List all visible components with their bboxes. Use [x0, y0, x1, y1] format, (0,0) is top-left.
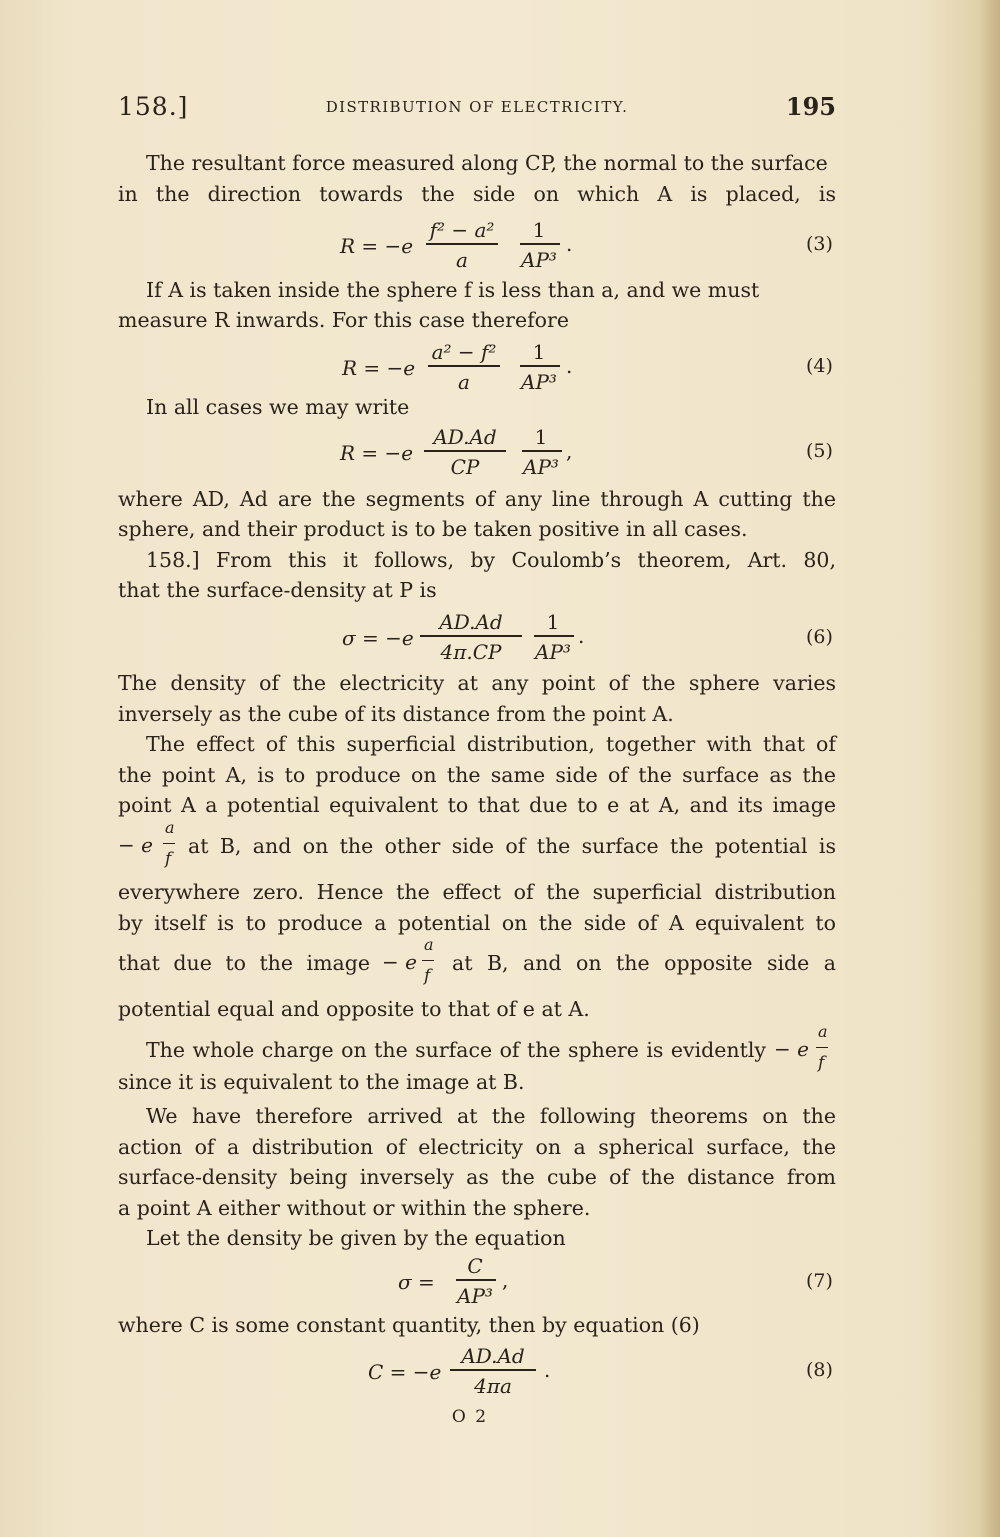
eq-denominator: AP³ — [457, 1284, 493, 1308]
eq-denominator: AP³ — [523, 455, 559, 479]
inline-denominator: f — [424, 966, 431, 986]
text-line: sphere, and their product is to be taken positive in all cases. — [118, 517, 748, 541]
text-line: The whole charge on the surface of the sphere is evidently — [146, 1038, 766, 1062]
inline-numerator: a — [424, 935, 434, 954]
equation-number: (3) — [806, 233, 833, 255]
eq-lhs: R = −e — [340, 234, 414, 258]
eq-denominator: a — [458, 370, 470, 394]
eq-punctuation: , — [502, 1268, 509, 1292]
equation-7 — [398, 1254, 538, 1310]
text-line: inversely as the cube of its distance from the point A. — [118, 702, 674, 726]
equation-number: (7) — [806, 1270, 833, 1292]
text-line: at B, and on the other side of the surface the potential is — [188, 834, 836, 858]
eq-numerator: AD.Ad — [439, 610, 503, 634]
eq-numerator: f² − a² — [429, 218, 495, 242]
eq-denominator: 4πa — [474, 1374, 512, 1398]
text-line: the point A, is to produce on the same side of the surface as the — [118, 763, 836, 787]
eq-punctuation: . — [578, 624, 585, 648]
text-line: 158.] From this it follows, by Coulomb’s theorem, Art. 80, — [146, 548, 836, 572]
eq-punctuation: , — [566, 439, 573, 463]
eq-punctuation: . — [544, 1358, 551, 1382]
signature-mark: O 2 — [451, 1407, 489, 1427]
text-line: at B, and on the opposite side a — [452, 951, 836, 975]
eq-punctuation: . — [566, 232, 573, 256]
inline-fraction — [118, 820, 198, 876]
inline-denominator: f — [818, 1053, 825, 1073]
eq-numerator: 1 — [534, 425, 548, 449]
text-line: If A is taken inside the sphere f is less than a, and we must — [146, 278, 760, 302]
eq-numerator: a² − f² — [431, 340, 497, 364]
eq-punctuation: . — [566, 354, 573, 378]
inline-fraction — [774, 1024, 836, 1080]
page-number: 195 — [785, 92, 836, 121]
equation-3 — [340, 218, 640, 274]
inline-prefix: − e — [118, 833, 153, 857]
eq-numerator: 1 — [546, 610, 560, 634]
running-title: DISTRIBUTION OF ELECTRICITY. — [325, 98, 629, 116]
text-line: potential equal and opposite to that of e at A. — [118, 997, 590, 1021]
inline-denominator: f — [165, 849, 172, 869]
section-number: 158.] — [118, 92, 189, 121]
inline-fraction — [382, 937, 442, 993]
eq-denominator: AP³ — [521, 248, 557, 272]
eq-lhs: R = −e — [340, 441, 414, 465]
inline-prefix: − e — [774, 1037, 809, 1061]
text-line: since it is equivalent to the image at B. — [118, 1070, 525, 1094]
text-line: action of a distribution of electricity on a spherical surface, the — [118, 1135, 836, 1159]
text-line: The effect of this superficial distribution, together with that of — [146, 732, 836, 756]
text-line: everywhere zero. Hence the effect of the superficial distribution — [118, 880, 836, 904]
eq-numerator: 1 — [532, 340, 546, 364]
eq-denominator: a — [456, 248, 468, 272]
equation-5 — [340, 425, 640, 481]
text-line: point A a potential equivalent to that due to e at A, and its image — [118, 793, 836, 817]
eq-numerator: 1 — [532, 218, 546, 242]
inline-numerator: a — [818, 1022, 828, 1041]
equation-number: (6) — [806, 626, 833, 648]
equation-6 — [342, 610, 642, 666]
text-line: surface-density being inversely as the cube of the distance from — [118, 1165, 836, 1189]
text-line: The density of the electricity at any point of the sphere varies — [118, 671, 836, 695]
text-line: that due to the image — [118, 951, 370, 975]
eq-numerator: AD.Ad — [433, 425, 497, 449]
text-line: measure R inwards. For this case therefore — [118, 308, 569, 332]
eq-lhs: σ = — [398, 1270, 435, 1294]
eq-denominator: AP³ — [535, 640, 571, 664]
text-line: where C is some constant quantity, then by equation (6) — [118, 1313, 700, 1337]
equation-number: (4) — [806, 355, 833, 377]
equation-4 — [342, 340, 642, 396]
eq-lhs: C = −e — [368, 1360, 442, 1384]
text-line: a point A either without or within the sphere. — [118, 1196, 591, 1220]
text-line: where AD, Ad are the segments of any line through A cutting the — [118, 487, 836, 511]
eq-denominator: CP — [450, 455, 480, 479]
page-edge-shadow — [978, 0, 1000, 1537]
text-line: Let the density be given by the equation — [146, 1226, 566, 1250]
eq-numerator: AD.Ad — [461, 1344, 525, 1368]
equation-number: (5) — [806, 440, 833, 462]
text-line: In all cases we may write — [146, 395, 410, 419]
eq-lhs: R = −e — [342, 356, 416, 380]
eq-denominator: AP³ — [521, 370, 557, 394]
equation-number: (8) — [806, 1359, 833, 1381]
text-line: We have therefore arrived at the following theorems on the — [146, 1104, 836, 1128]
text-line: by itself is to produce a potential on the side of A equivalent to — [118, 911, 836, 935]
text-line: that the surface-density at P is — [118, 578, 437, 602]
eq-numerator: C — [467, 1254, 483, 1278]
running-header — [118, 92, 836, 124]
eq-lhs: σ = −e — [342, 626, 414, 650]
inline-numerator: a — [165, 818, 175, 837]
text-line: in the direction towards the side on which A is placed, is — [118, 182, 836, 206]
eq-denominator: 4π.CP — [440, 640, 502, 664]
equation-8 — [368, 1344, 568, 1400]
text-line: The resultant force measured along CP, the normal to the surface — [146, 151, 828, 175]
inline-prefix: − e — [382, 950, 417, 974]
